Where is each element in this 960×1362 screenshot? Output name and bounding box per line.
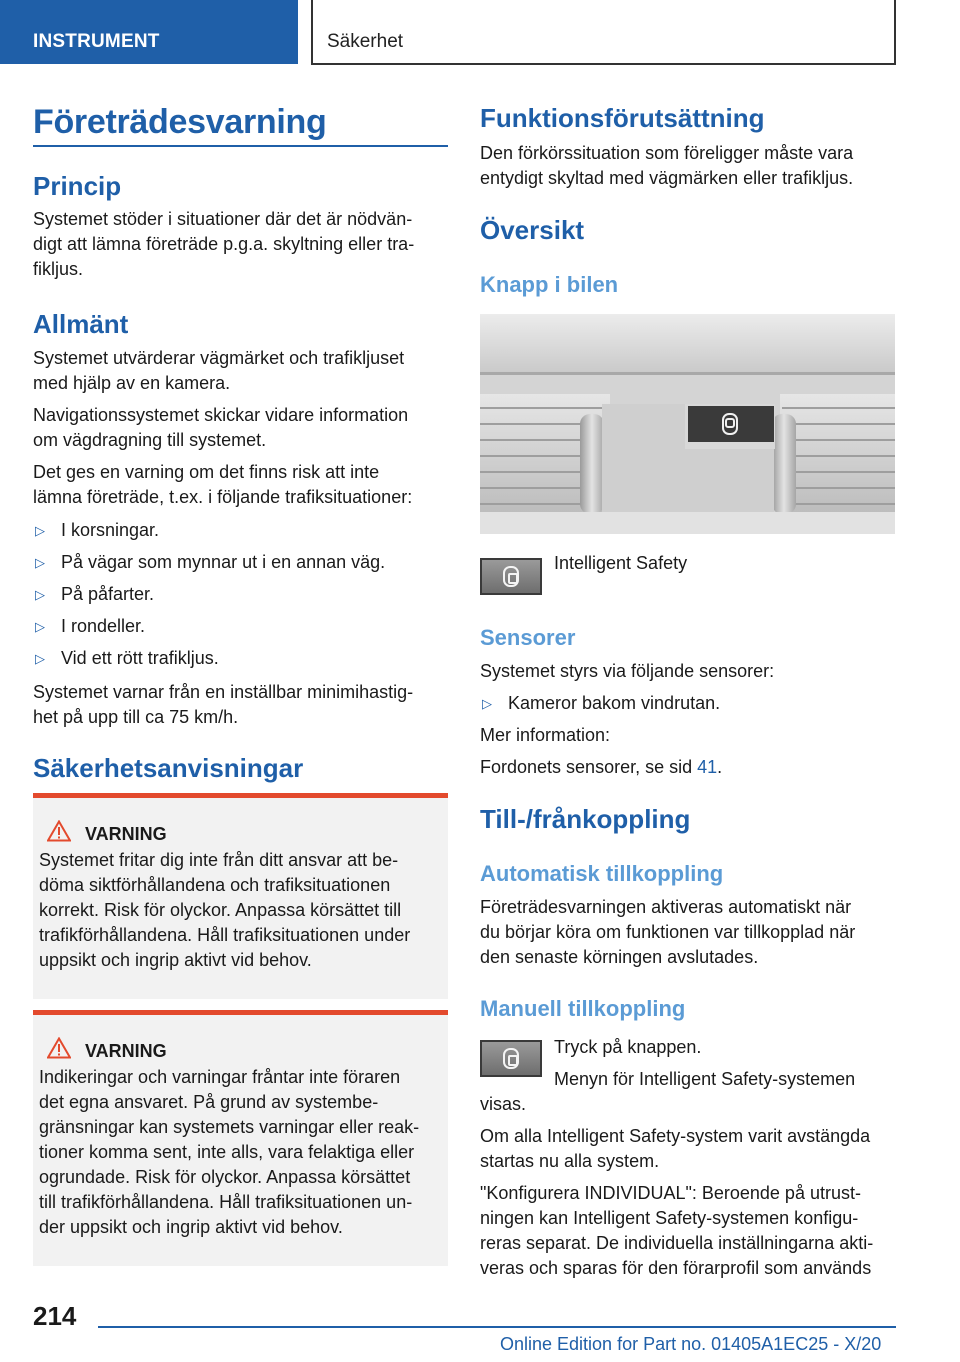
allmant-p3: Det ges en varning om det finns risk att inte lämna företräde, t.ex. i följande trafiksituationer: [33, 462, 413, 507]
sensor-list [480, 691, 896, 723]
manual-step-2: Menyn för Intelligent Safety-systemen [554, 1069, 856, 1089]
list-item: ▷ I rondeller. [33, 614, 448, 639]
warning-label: VARNING [85, 1041, 167, 1061]
edition-footer: Online Edition for Part no. 01405A1EC25 - X/20 [500, 1334, 882, 1354]
warning-triangle-icon [47, 1037, 71, 1059]
list-item: ▷ I korsningar. [33, 518, 448, 543]
section-tab [0, 0, 298, 64]
heading-funktionsforutsattning: Funktionsförutsättning [480, 103, 765, 133]
list-item: ▷ Vid ett rött trafikljus. [33, 646, 448, 671]
page-number: 214 [33, 1301, 77, 1331]
funktion-text: Den förkörssituation som föreligger måste vara entydigt skyltad med vägmärken eller trafikljus. [480, 143, 854, 188]
manual-p2: Om alla Intelligent Safety-system varit avstängda startas nu alla system. [480, 1126, 871, 1171]
intelligent-safety-button-icon [480, 558, 542, 595]
dashboard-illustration [480, 314, 895, 534]
heading-oversikt: Översikt [480, 215, 585, 245]
manual-step-2-cont: visas. [480, 1094, 527, 1114]
button-caption: Intelligent Safety [554, 553, 688, 573]
allmant-p4: Systemet varnar från en inställbar minimihastig‐ het på upp till ca 75 km/h. [33, 682, 414, 727]
page-title: Företrädesvarning [33, 103, 327, 141]
chapter-tab [311, 0, 896, 65]
heading-till-frankoppling: Till-/frånkoppling [480, 804, 691, 834]
footer-rule [98, 1326, 896, 1328]
dashboard-button-photo [480, 314, 895, 534]
auto-text: Företrädesvarningen aktiveras automatiskt när du börjar köra om funktionen var tillkopplad när den senaste körningen avslutades. [480, 897, 856, 967]
sensorer-text: Systemet styrs via följande sensorer: [480, 661, 775, 681]
manual-p3: "Konfigurera INDIVIDUAL": Beroende på utrust‐ ningen kan Intelligent Safety-systemen konfigu‐ reras separat. De individuella inställningarna akti‐ veras och sparas för den förarprofil som används [480, 1183, 874, 1278]
manual-step-1: Tryck på knappen. [554, 1037, 702, 1057]
heading-princip: Princip [33, 171, 122, 201]
princip-text: Systemet stöder i situationer där det är nödvän‐ digt att lämna företräde p.g.a. skyltning eller tra‐ fikljus. [33, 209, 415, 279]
heading-allmant: Allmänt [33, 309, 129, 339]
list-item: ▷ På vägar som mynnar ut i en annan väg. [33, 550, 448, 575]
allmant-p2: Navigationssystemet skickar vidare information om vägdragning till systemet. [33, 405, 409, 450]
heading-sensorer: Sensorer [480, 625, 576, 650]
triangle-bullet-icon: ▷ [35, 523, 45, 538]
chapter-label: Säkerhet [327, 31, 404, 52]
list-item: ▷ Kameror bakom vindrutan. [480, 691, 896, 716]
list-item: ▷ På påfarter. [33, 582, 448, 607]
triangle-bullet-icon: ▷ [482, 696, 492, 711]
triangle-bullet-icon: ▷ [35, 651, 45, 666]
more-info-label: Mer information: [480, 725, 611, 745]
warning-box-2: VARNING Indikeringar och varningar fråntar inte föraren det egna ansvaret. På grund av systembe‐ gränsningar kan systemets varningar eller reak‐ tioner komma sent, inte alls, vara felaktiga eller ogrundade. Risk för olyckor. Anpassa körsättet till trafikförhållandena. Håll trafiksituationen un‐ der uppsikt och ingrip aktivt vid behov. [33, 1010, 448, 1266]
triangle-bullet-icon: ▷ [35, 619, 45, 634]
warning-label: VARNING [85, 824, 167, 844]
heading-sakerhetsanvisningar: Säkerhetsanvisningar [33, 753, 304, 783]
warning-triangle-icon [47, 820, 71, 842]
heading-automatisk-tillkoppling: Automatisk tillkoppling [480, 861, 724, 886]
allmant-p1: Systemet utvärderar vägmärket och trafikljuset med hjälp av en kamera. [33, 348, 405, 393]
traffic-situation-list [33, 518, 448, 678]
heading-manuell-tillkoppling: Manuell tillkoppling [480, 996, 686, 1021]
intelligent-safety-button-icon [480, 1040, 542, 1077]
title-rule [33, 145, 448, 147]
warning-box-1: VARNING Systemet fritar dig inte från ditt ansvar att be‐ döma siktförhållandena och trafiksituationen korrekt. Risk för olyckor. Anpassa körsättet till trafikförhållandena. Håll trafiksituationen under uppsikt och ingrip aktivt vid behov. [33, 793, 448, 999]
triangle-bullet-icon: ▷ [35, 555, 45, 570]
page-link-41[interactable]: 41 [697, 757, 718, 777]
sensor-reference: Fordonets sensorer, se sid 41. [480, 757, 723, 777]
triangle-bullet-icon: ▷ [35, 587, 45, 602]
heading-knapp-i-bilen: Knapp i bilen [480, 272, 619, 297]
section-label: INSTRUMENT [33, 31, 160, 52]
